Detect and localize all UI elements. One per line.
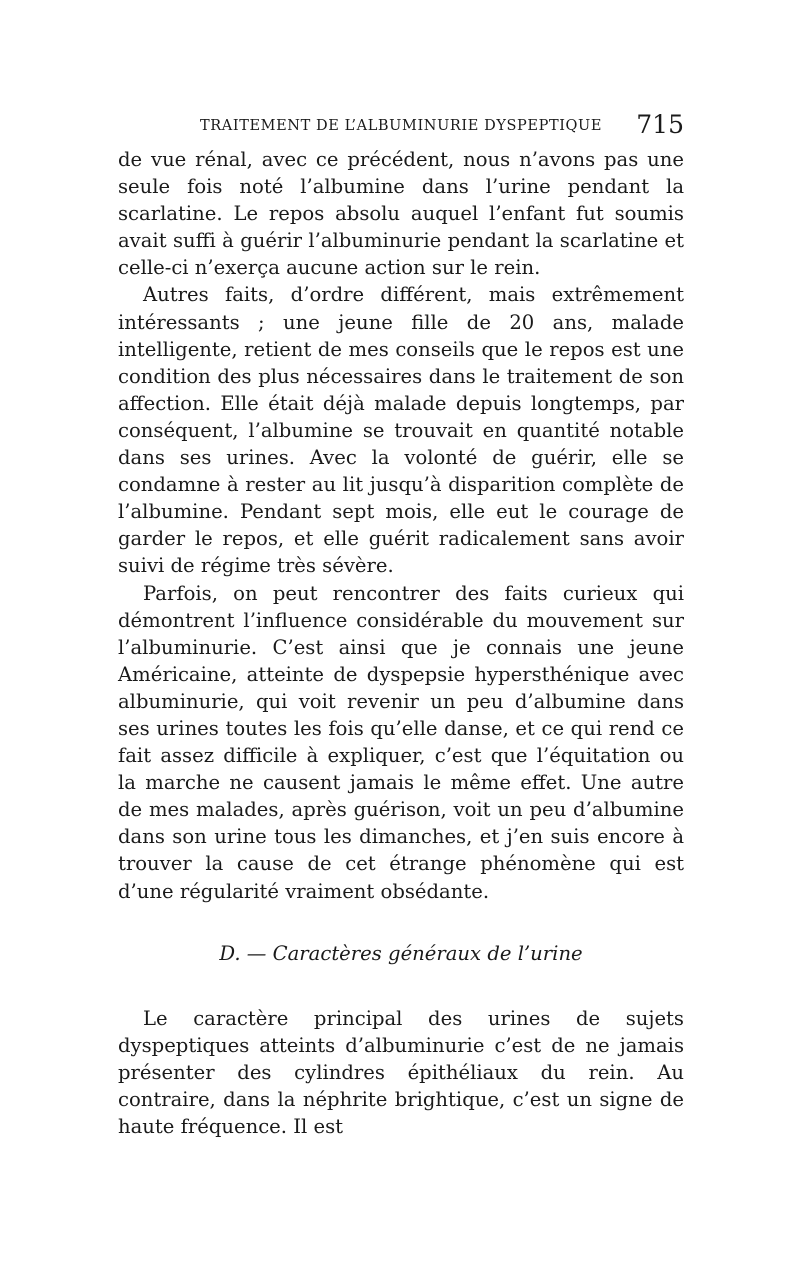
running-header [118, 110, 684, 144]
paragraph-continuation: de vue rénal, avec ce précédent, nous n’avons pas une seule fois noté l’albumine dans l’urine pendant la scarlatine. Le repos absolu auquel l’enfant fut soumis avait suffi à guérir l’albuminurie pendant la scarlatine et celle-ci n’exerça aucune action sur le rein. [118, 148, 684, 280]
page-number: 715 [636, 110, 684, 139]
section-heading: D. — Caractères généraux de l’urine [219, 941, 583, 965]
paragraph-young-woman-case: Autres faits, d’ordre différent, mais extrêmement intéressants ; une jeune fille de 20 ans, malade intelligente, retient de mes conseils que le repos est une condition des plus nécessaires dans le traitement de son affection. Elle était déjà malade depuis longtemps, par conséquent, l’albumine se trouvait en quantité notable dans ses urines. Avec la volonté de guérir, elle se condamne à rester au lit jusqu’à disparition complète de l’albumine. Pendant sept mois, elle eut le courage de garder le repos, et elle guérit radicalement sans avoir suivi de régime très sévère. [118, 283, 684, 578]
paragraph-urine-characteristics: Le caractère principal des urines de sujets dyspeptiques atteints d’albuminurie c’est de ne jamais présenter des cylindres épithéliaux du rein. Au contraire, dans la néphrite brightique, c’est un signe de haute fréquence. Il est [118, 1006, 684, 1139]
paragraph-curious-facts: Parfois, on peut rencontrer des faits curieux qui démontrent l’influence considérable du mouvement sur l’albuminurie. C’est ainsi que je connais une jeune Américaine, atteinte de dyspepsie hypersthénique avec albuminurie, qui voit revenir un peu d’albumine dans ses urines toutes les fois qu’elle danse, et ce qui rend ce fait assez difficile à expliquer, c’est que l’équitation ou la marche ne causent jamais le même effet. Une autre de mes malades, après guérison, voit un peu d’albumine dans son urine tous les dimanches, et j’en suis encore à trouver la cause de cet étrange phénomène qui est d’une régularité vraiment obsédante. [118, 581, 684, 903]
running-title: TRAITEMENT DE L’ALBUMINURIE DYSPEPTIQUE [200, 118, 603, 134]
body-text [118, 146, 684, 1140]
